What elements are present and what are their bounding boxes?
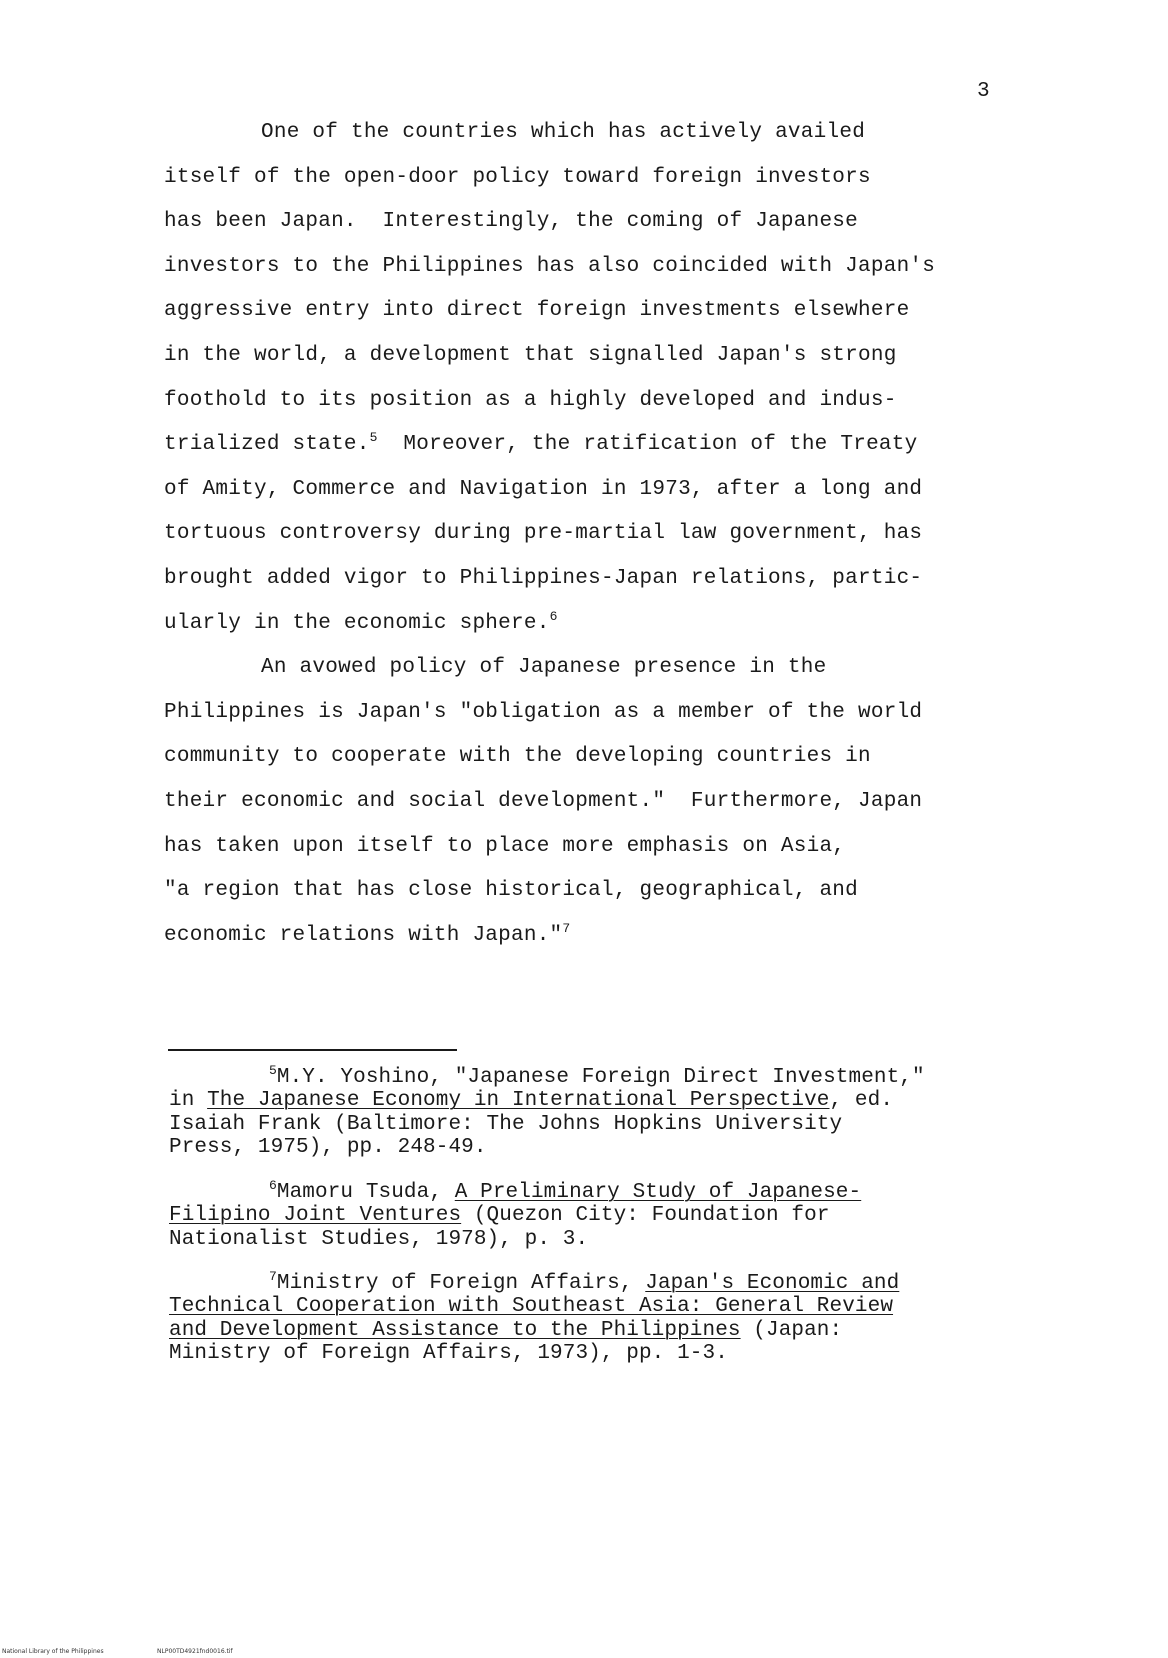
footnote-6-line bbox=[169, 1229, 588, 1250]
line-text: aggressive entry into direct foreign investments elsewhere bbox=[164, 299, 910, 323]
line-text: their economic and social development." Furthermore, Japan bbox=[164, 790, 923, 813]
paragraph-2-line bbox=[164, 702, 922, 723]
line-text: trialized state. bbox=[164, 433, 370, 457]
paragraph-2-line bbox=[164, 836, 845, 857]
line-text-continued: Moreover, the ratification of the Treaty bbox=[377, 433, 918, 457]
footnote-text: Mamoru Tsuda, bbox=[276, 1181, 455, 1204]
footnote-5-line bbox=[169, 1137, 487, 1158]
line-text: "a region that has close historical, geographical, and bbox=[164, 879, 859, 903]
underlined-title: Technical Cooperation with Southeast Asia: General Review bbox=[169, 1295, 894, 1319]
footnote-5-line bbox=[269, 1063, 925, 1089]
footnote-text: Press, 1975), pp. 248-49. bbox=[169, 1136, 487, 1160]
line-text: investors to the Philippines has also coincided with Japan's bbox=[164, 254, 936, 278]
footnote-divider bbox=[168, 1049, 457, 1051]
paragraph-1-line bbox=[164, 523, 922, 544]
footnote-text: , ed. bbox=[829, 1089, 894, 1113]
footnote-marker: 6 bbox=[269, 1178, 277, 1193]
paragraph-2-line bbox=[164, 746, 871, 767]
paragraph-2-line bbox=[261, 657, 827, 678]
footnote-marker: 7 bbox=[269, 1269, 277, 1284]
page-number: 3 bbox=[977, 80, 990, 103]
footnote-7-line bbox=[169, 1320, 842, 1341]
underlined-title: and Development Assistance to the Philippines bbox=[169, 1318, 741, 1342]
footnote-reference: 6 bbox=[549, 608, 558, 624]
line-text: itself of the open-door policy toward foreign investors bbox=[164, 165, 871, 189]
line-text: in the world, a development that signalled Japan's strong bbox=[164, 344, 897, 367]
underlined-title: The Japanese Economy in International Perspective bbox=[207, 1089, 830, 1113]
paragraph-1-line bbox=[164, 345, 897, 366]
line-text: community to cooperate with the developing countries in bbox=[164, 745, 871, 769]
footnote-reference: 7 bbox=[562, 920, 571, 936]
paragraph-1-line bbox=[164, 256, 935, 277]
footnote-text: Nationalist Studies, 1978), p. 3. bbox=[169, 1227, 589, 1251]
paragraph-1-line bbox=[164, 211, 858, 232]
footnote-text: in bbox=[169, 1089, 208, 1113]
line-text: of Amity, Commerce and Navigation in 1973, after a long and bbox=[164, 477, 923, 501]
line-text: has taken upon itself to place more emphasis on Asia, bbox=[164, 834, 846, 858]
line-text: ularly in the economic sphere. bbox=[164, 611, 550, 635]
underlined-title: Filipino Joint Ventures bbox=[169, 1204, 462, 1228]
footnote-text: Ministry of Foreign Affairs, 1973), pp. 1-3. bbox=[169, 1342, 728, 1366]
footnote-text: Isaiah Frank (Baltimore: The Johns Hopkins University bbox=[169, 1112, 843, 1136]
line-text: Philippines is Japan's "obligation as a member of the world bbox=[164, 700, 923, 724]
paragraph-1-line bbox=[261, 122, 865, 143]
footnote-7-line bbox=[169, 1343, 728, 1364]
footnote-marker: 5 bbox=[269, 1063, 277, 1078]
footnote-text: Ministry of Foreign Affairs, bbox=[276, 1272, 646, 1295]
library-credit: National Library of the Philippines bbox=[2, 1648, 104, 1655]
footnote-6-line bbox=[169, 1205, 830, 1226]
footnote-reference: 5 bbox=[369, 430, 378, 446]
line-text: brought added vigor to Philippines-Japan relations, partic- bbox=[164, 567, 923, 590]
paragraph-1-line bbox=[164, 300, 909, 321]
paragraph-1-line bbox=[164, 430, 918, 457]
paragraph-2-line bbox=[164, 920, 571, 947]
footnote-5-line bbox=[169, 1090, 893, 1111]
footnote-text: (Quezon City: Foundation for bbox=[461, 1204, 830, 1228]
line-text: has been Japan. Interestingly, the coming of Japanese bbox=[164, 210, 859, 234]
line-text: One of the countries which has actively availed bbox=[261, 121, 866, 144]
paragraph-1-line bbox=[164, 479, 922, 500]
paragraph-2-line bbox=[164, 880, 858, 901]
line-text: tortuous controversy during pre-martial law government, has bbox=[164, 522, 923, 546]
line-text: foothold to its position as a highly developed and indus- bbox=[164, 388, 897, 412]
underlined-title: A Preliminary Study of Japanese- bbox=[454, 1181, 862, 1204]
paragraph-2-line bbox=[164, 791, 922, 812]
footnote-text: M.Y. Yoshino, "Japanese Foreign Direct Investment," bbox=[276, 1066, 925, 1089]
paragraph-1-line bbox=[164, 568, 922, 589]
underlined-title: Japan's Economic and bbox=[645, 1272, 900, 1295]
line-text: An avowed policy of Japanese presence in the bbox=[261, 656, 827, 680]
paragraph-1-line bbox=[164, 608, 558, 635]
footnote-5-line bbox=[169, 1114, 842, 1135]
footnote-text: (Japan: bbox=[740, 1318, 843, 1342]
scan-file-code: NLP00TD4921fnd0016.tif bbox=[157, 1648, 233, 1655]
footnote-6-line bbox=[269, 1178, 862, 1204]
line-text: economic relations with Japan." bbox=[164, 923, 563, 947]
footnote-7-line bbox=[269, 1269, 900, 1295]
footnote-7-line bbox=[169, 1296, 893, 1317]
paragraph-1-line bbox=[164, 390, 897, 411]
paragraph-1-line bbox=[164, 167, 871, 188]
